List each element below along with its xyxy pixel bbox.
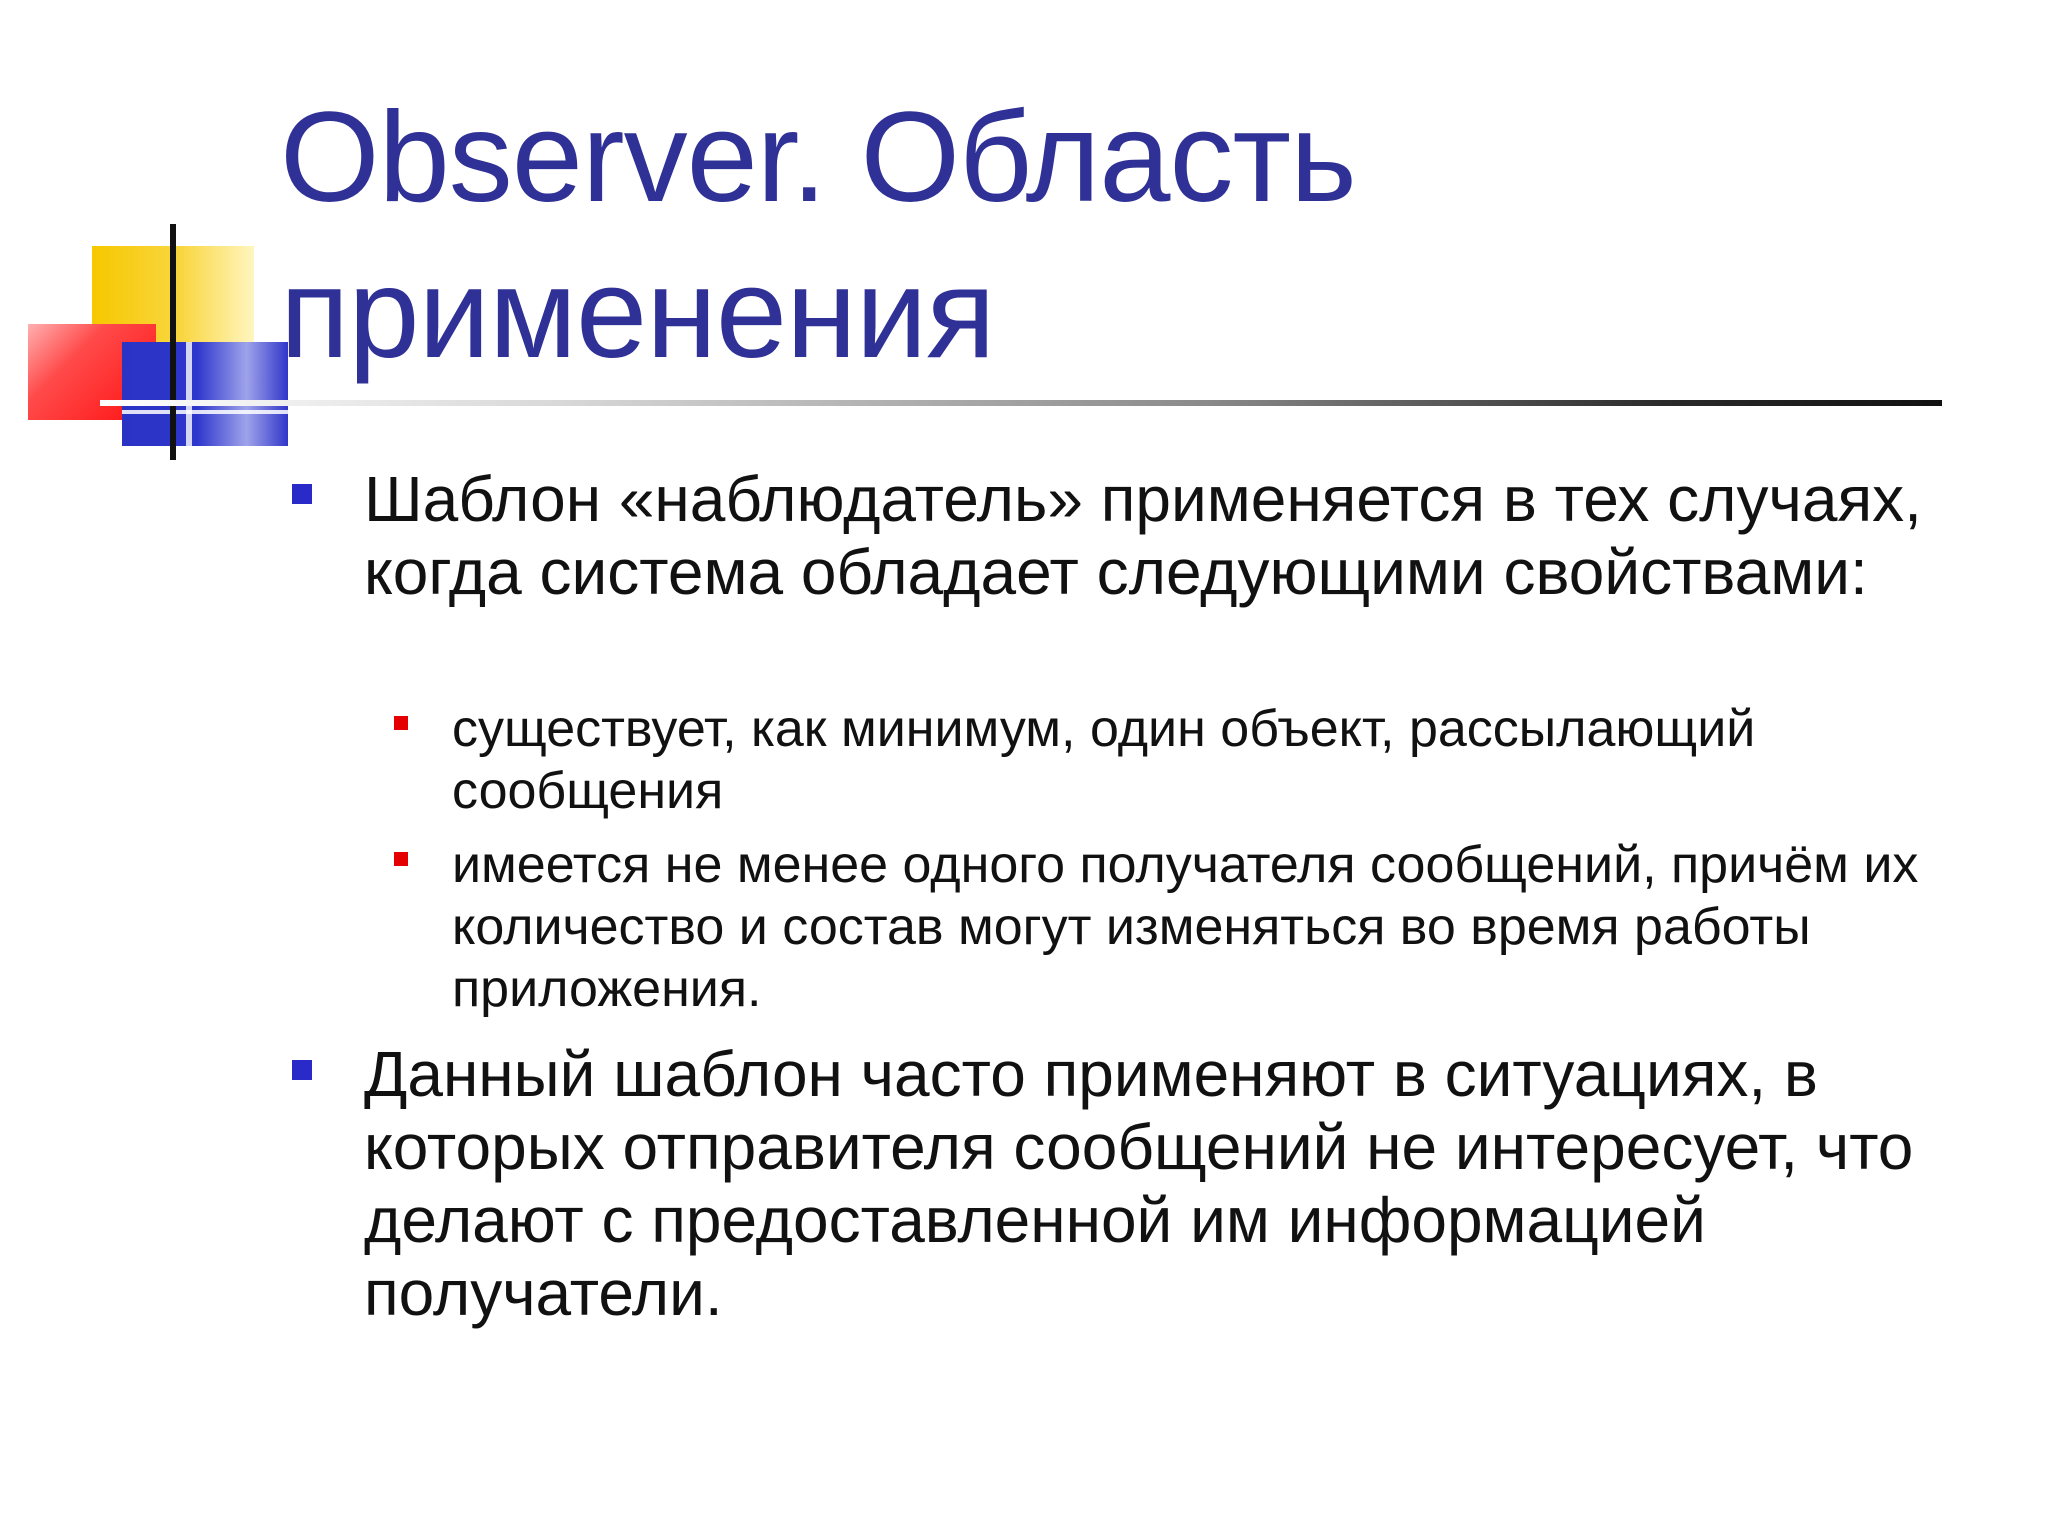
- slide-title: Observer. Область применения: [280, 86, 1356, 385]
- sub-bullet-text-2: имеется не менее одного получателя сообщений, причём их количество и состав могут изменяться во время работы приложения.: [452, 836, 1919, 1018]
- red-square-bullet-icon: [394, 716, 408, 730]
- blue-square-bullet-icon: [292, 484, 312, 504]
- bullet-text-1: Шаблон «наблюдатель» применяется в тех случаях, когда система обладает следующими свойствами:: [364, 463, 1922, 608]
- bullet-text-2: Данный шаблон часто применяют в ситуациях, в которых отправителя сообщений не интересует, что делают с предоставленной им информацией получатели.: [364, 1038, 1914, 1329]
- blue-square-bullet-icon: [292, 1060, 312, 1080]
- sub-bullet-text-1: существует, как минимум, один объект, рассылающий сообщения: [452, 700, 1756, 820]
- red-square-bullet-icon: [394, 852, 408, 866]
